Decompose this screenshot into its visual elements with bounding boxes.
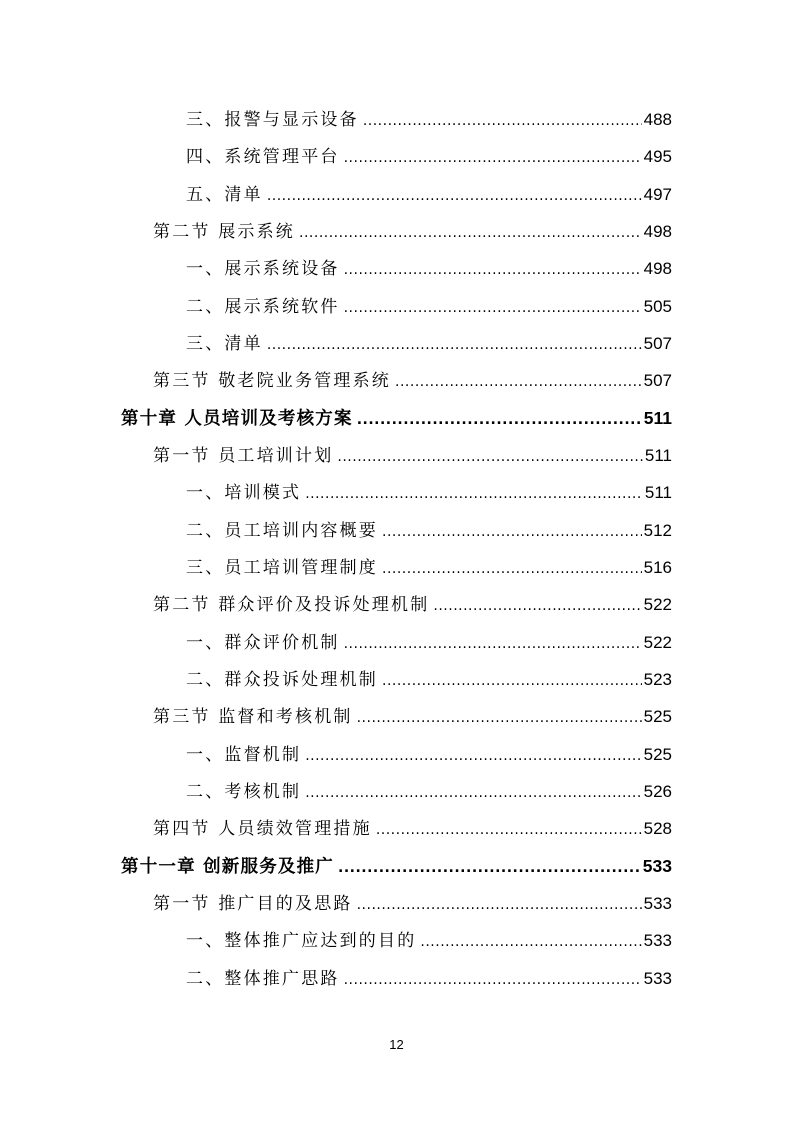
dot-leader bbox=[337, 439, 642, 476]
dot-leader bbox=[433, 588, 641, 625]
toc-entry-page: 505 bbox=[643, 296, 672, 316]
dot-leader bbox=[357, 887, 642, 924]
toc-entry-page: 533 bbox=[643, 968, 672, 988]
dot-leader bbox=[357, 402, 642, 439]
toc-entry-title: 二、员工培训内容概要 bbox=[186, 520, 378, 541]
dot-leader bbox=[267, 178, 642, 215]
toc-entry-title: 三、员工培训管理制度 bbox=[186, 557, 378, 578]
toc-entry[interactable] bbox=[0, 960, 793, 997]
toc-entry-page: 498 bbox=[643, 221, 672, 241]
toc-entry[interactable] bbox=[0, 138, 793, 175]
toc-entry-title: 四、系统管理平台 bbox=[186, 147, 340, 168]
toc-entry-page: 511 bbox=[643, 407, 672, 428]
toc-section-entry[interactable] bbox=[0, 810, 793, 847]
dot-leader bbox=[382, 663, 642, 700]
toc-entry-page: 522 bbox=[643, 595, 672, 615]
toc-entry-title: 第十一章 创新服务及推广 bbox=[121, 856, 334, 877]
toc-entry-page: 533 bbox=[642, 855, 672, 876]
toc-entry-page: 507 bbox=[643, 371, 672, 391]
toc-entry-page: 498 bbox=[643, 259, 672, 279]
toc-entry-title: 三、清单 bbox=[186, 333, 263, 354]
dot-leader bbox=[344, 140, 642, 177]
dot-leader bbox=[357, 700, 642, 737]
toc-chapter-entry[interactable] bbox=[0, 848, 793, 885]
toc-entry-page: 507 bbox=[643, 333, 672, 353]
toc-entry[interactable] bbox=[0, 624, 793, 661]
page-number: 12 bbox=[389, 1037, 404, 1052]
toc-entry-title: 二、整体推广思路 bbox=[186, 968, 340, 989]
toc-entry-title: 一、整体推广应达到的目的 bbox=[186, 931, 417, 952]
toc-entry[interactable] bbox=[0, 922, 793, 959]
dot-leader bbox=[305, 738, 641, 775]
dot-leader bbox=[344, 252, 642, 289]
toc-entry-title: 三、报警与显示设备 bbox=[186, 110, 359, 130]
table-of-contents bbox=[0, 101, 793, 997]
toc-entry-title: 第四节 人员绩效管理措施 bbox=[153, 819, 372, 840]
dot-leader bbox=[344, 290, 642, 327]
toc-entry-page: 533 bbox=[643, 931, 672, 951]
dot-leader bbox=[344, 626, 642, 663]
dot-leader bbox=[305, 476, 643, 513]
toc-entry[interactable] bbox=[0, 773, 793, 810]
toc-chapter-entry[interactable] bbox=[0, 400, 793, 437]
toc-entry[interactable] bbox=[0, 101, 793, 138]
toc-entry-page: 528 bbox=[643, 819, 672, 839]
toc-section-entry[interactable] bbox=[0, 698, 793, 735]
toc-entry-title: 二、群众投诉处理机制 bbox=[186, 669, 378, 690]
toc-entry-title: 一、培训模式 bbox=[186, 483, 302, 504]
toc-entry-title: 一、群众评价机制 bbox=[186, 632, 340, 653]
toc-entry-page: 512 bbox=[643, 520, 672, 540]
dot-leader bbox=[420, 924, 641, 961]
toc-entry-title: 第二节 展示系统 bbox=[153, 221, 296, 242]
toc-section-entry[interactable] bbox=[0, 885, 793, 922]
toc-entry-page: 522 bbox=[643, 632, 672, 652]
toc-entry-page: 511 bbox=[644, 483, 672, 503]
dot-leader bbox=[305, 775, 641, 812]
toc-entry-title: 第十章 人员培训及考核方案 bbox=[121, 408, 353, 429]
toc-entry-page: 525 bbox=[643, 707, 672, 727]
toc-entry-title: 第三节 敬老院业务管理系统 bbox=[153, 371, 392, 392]
toc-entry[interactable] bbox=[0, 549, 793, 586]
toc-entry-title: 第二节 群众评价及投诉处理机制 bbox=[153, 595, 430, 616]
toc-entry-title: 第三节 监督和考核机制 bbox=[153, 707, 353, 728]
toc-entry-page: 488 bbox=[643, 110, 672, 129]
toc-entry-page: 523 bbox=[643, 669, 672, 689]
toc-section-entry[interactable] bbox=[0, 437, 793, 474]
dot-leader bbox=[299, 215, 642, 252]
dot-leader bbox=[395, 364, 642, 401]
toc-entry-page: 516 bbox=[643, 557, 672, 577]
toc-entry[interactable] bbox=[0, 512, 793, 549]
toc-entry[interactable] bbox=[0, 176, 793, 213]
toc-entry-page: 526 bbox=[643, 781, 672, 801]
toc-entry-page: 525 bbox=[643, 744, 672, 764]
dot-leader bbox=[376, 812, 642, 849]
dot-leader bbox=[382, 551, 642, 588]
toc-entry-page: 511 bbox=[644, 445, 672, 465]
toc-entry-page: 497 bbox=[643, 184, 672, 204]
toc-entry[interactable] bbox=[0, 661, 793, 698]
toc-section-entry[interactable] bbox=[0, 362, 793, 399]
dot-leader bbox=[267, 327, 642, 364]
toc-entry-title: 第一节 员工培训计划 bbox=[153, 445, 334, 466]
toc-entry[interactable] bbox=[0, 325, 793, 362]
toc-entry[interactable] bbox=[0, 250, 793, 287]
dot-leader bbox=[344, 962, 642, 999]
toc-entry-title: 第一节 推广目的及思路 bbox=[153, 893, 353, 914]
toc-entry-title: 一、监督机制 bbox=[186, 744, 302, 765]
dot-leader bbox=[338, 850, 641, 887]
dot-leader bbox=[363, 103, 642, 140]
toc-entry[interactable] bbox=[0, 288, 793, 325]
toc-entry-title: 五、清单 bbox=[186, 184, 263, 205]
toc-entry[interactable] bbox=[0, 474, 793, 511]
toc-entry[interactable] bbox=[0, 736, 793, 773]
toc-entry-page: 533 bbox=[643, 893, 672, 913]
toc-entry-title: 二、展示系统软件 bbox=[186, 296, 340, 317]
toc-section-entry[interactable] bbox=[0, 586, 793, 623]
toc-entry-page: 495 bbox=[643, 147, 672, 167]
toc-section-entry[interactable] bbox=[0, 213, 793, 250]
toc-entry-title: 一、展示系统设备 bbox=[186, 259, 340, 280]
dot-leader bbox=[382, 514, 642, 551]
toc-entry-title: 二、考核机制 bbox=[186, 781, 302, 802]
